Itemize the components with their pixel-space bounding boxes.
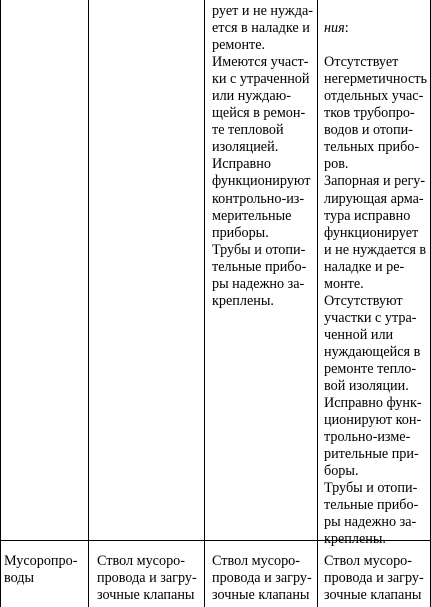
- text-line: Имеются участ-: [212, 54, 309, 71]
- colon-fragment: :: [344, 20, 349, 37]
- cell-row1-col3: [212, 3, 316, 310]
- text-line: Ствол мусоро-: [97, 553, 185, 569]
- text-line: ционируют кон-: [324, 412, 422, 429]
- text-line: ется в наладке и: [212, 20, 310, 37]
- text-line: вой изоляции.: [324, 378, 409, 395]
- cell-row1-col4-lines: [324, 54, 430, 548]
- text-line: Трубы и отопи-: [212, 241, 306, 258]
- text-line: Исправно: [212, 156, 271, 173]
- text-line: провода и загру-: [324, 570, 424, 587]
- text-line: ченной или: [324, 326, 394, 343]
- text-line: ры надежно за-: [212, 275, 305, 292]
- text-line: зочные клапаны: [212, 587, 310, 604]
- column-border: [317, 0, 318, 607]
- text-line: изоляцией.: [212, 139, 279, 156]
- text-line: зочные клапаны: [97, 587, 195, 604]
- text-line: провода и загру-: [212, 570, 312, 587]
- text-line: функционируют: [212, 173, 311, 190]
- text-line: ры надежно за-: [324, 514, 417, 531]
- text-line: мерительные: [212, 207, 292, 224]
- text-line: негерметичность: [324, 71, 427, 88]
- text-line: тура исправно: [324, 207, 411, 224]
- text-line: тков трубопро-: [324, 105, 415, 122]
- text-line: и не нуждается в: [324, 241, 427, 258]
- text-line: ремонте.: [212, 37, 266, 54]
- text-line: Ствол мусоро-: [324, 553, 412, 569]
- text-line: приборы.: [212, 224, 269, 241]
- text-line: водов и отопи-: [324, 122, 413, 139]
- text-line: Мусоропро-: [4, 553, 78, 569]
- text-line: тельные прибо-: [324, 497, 419, 514]
- text-line: креплены.: [212, 292, 274, 309]
- text-line: щейся в ремон-: [212, 105, 306, 122]
- text-line: Запорная и регу-: [324, 173, 426, 190]
- text-line: ремонте тепло-: [324, 360, 417, 377]
- text-line: функционирует: [324, 224, 419, 241]
- text-line: Трубы и отопи-: [324, 480, 418, 497]
- text-line: нуждающейся в: [324, 343, 421, 360]
- text-line: зочные клапаны: [324, 587, 422, 604]
- cell-row2-col4: [324, 553, 430, 604]
- text-line: Отсутствует: [324, 54, 399, 71]
- text-line: те тепловой: [212, 122, 284, 139]
- text-line: лирующая арма-: [324, 190, 424, 207]
- cell-row2-col1: [4, 553, 88, 587]
- italic-fragment: ния: [324, 20, 345, 37]
- text-line: Ствол мусоро-: [212, 553, 300, 569]
- cell-row1-col4: [324, 3, 430, 566]
- text-line: участки с утра-: [324, 309, 417, 326]
- text-line: боры.: [324, 463, 359, 480]
- text-line: провода и загру-: [97, 570, 197, 587]
- cell-row2-col2: [97, 553, 203, 604]
- text-line: рительные при-: [324, 446, 419, 463]
- text-line: трольно-изме-: [324, 429, 411, 446]
- text-line: ки с утраченной: [212, 71, 310, 88]
- text-line: ров.: [324, 156, 349, 173]
- text-line: отдельных учас-: [324, 88, 424, 105]
- column-border: [0, 0, 1, 607]
- text-line: тельные прибо-: [212, 258, 307, 275]
- column-border: [88, 0, 89, 607]
- cell-first-line: [324, 20, 430, 37]
- text-line: Исправно функ-: [324, 395, 422, 412]
- column-border: [204, 0, 205, 607]
- text-line: контрольно-из-: [212, 190, 305, 207]
- text-line: тельных прибо-: [324, 139, 420, 156]
- text-line: или нуждаю-: [212, 88, 291, 105]
- text-line: воды: [4, 570, 35, 587]
- text-line: креплены.: [324, 531, 386, 548]
- text-line: рует и не нужда-: [212, 3, 313, 19]
- text-line: Отсутствуют: [324, 292, 403, 309]
- text-line: наладке и ре-: [324, 258, 405, 275]
- text-line: монте.: [324, 275, 364, 292]
- cell-row2-col3: [212, 553, 316, 604]
